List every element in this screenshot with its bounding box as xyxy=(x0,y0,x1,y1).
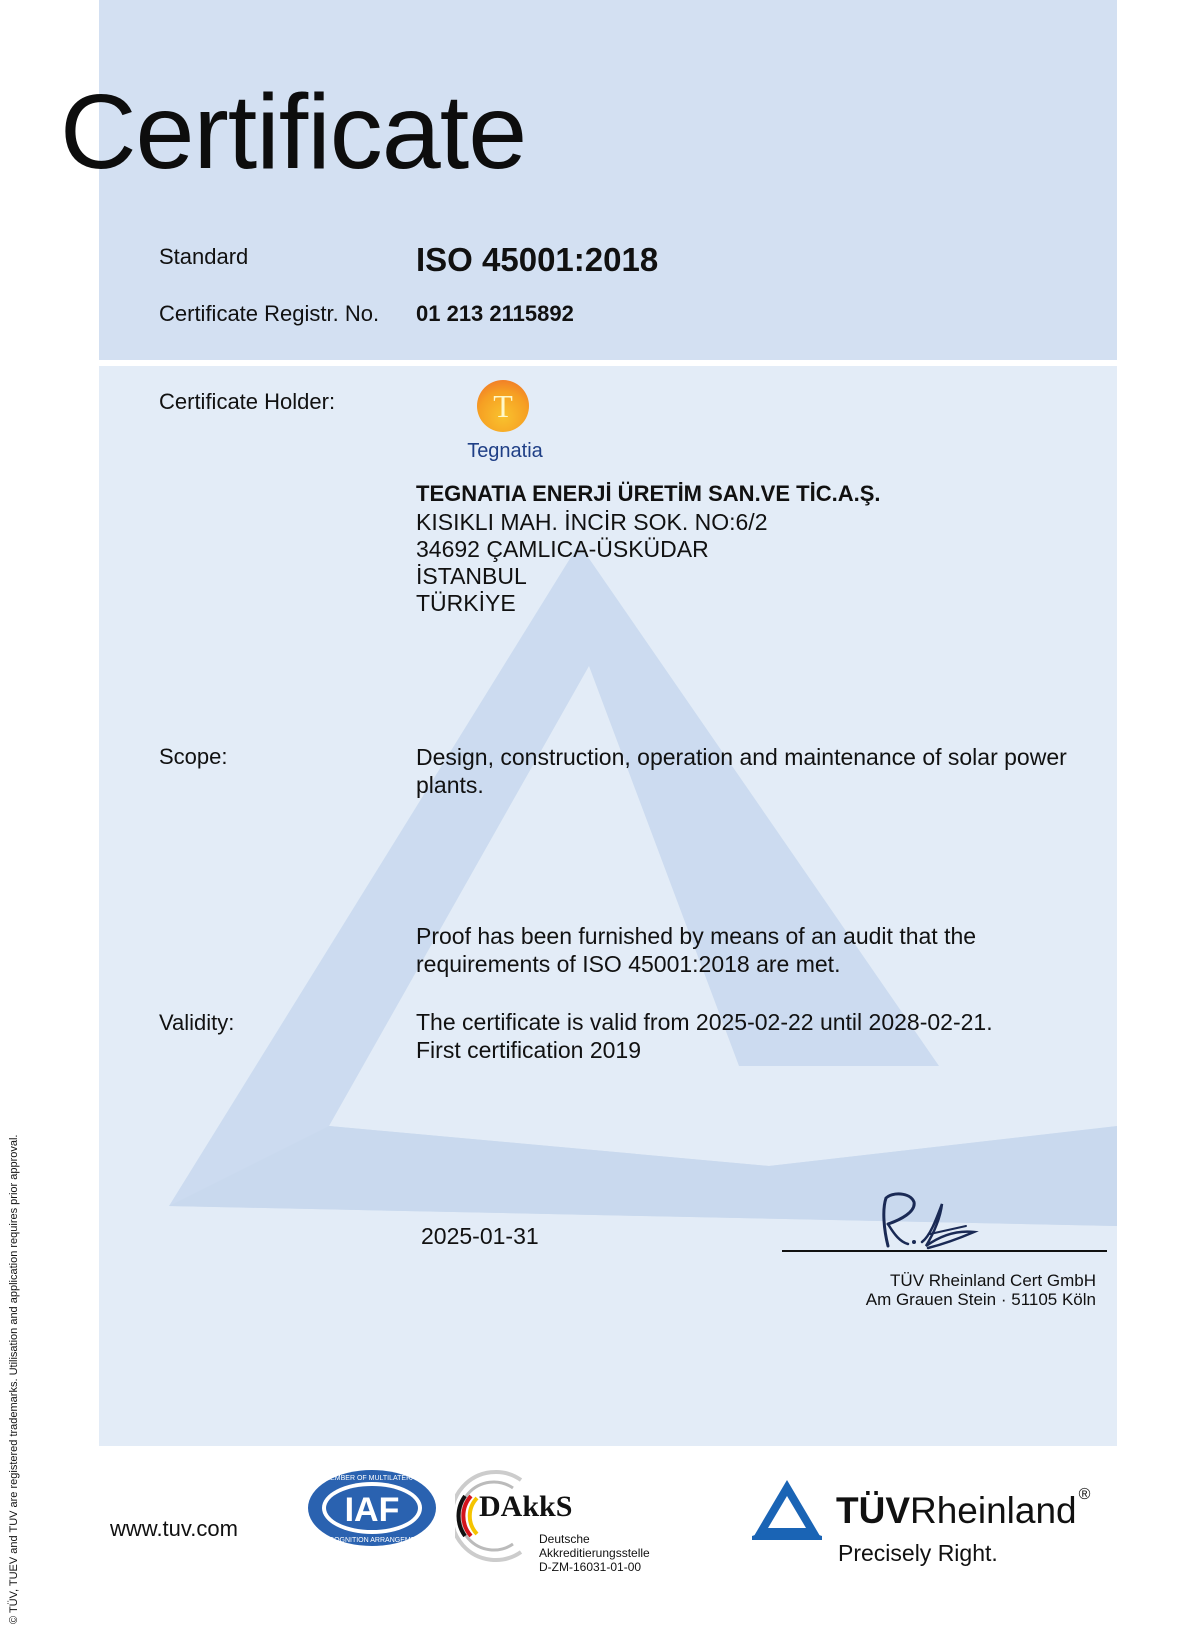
tuv-brand-bold: TÜV xyxy=(836,1490,910,1531)
iaf-text: IAF xyxy=(344,1491,400,1529)
logo-brand-name: Tegnatia xyxy=(467,440,543,462)
tuv-triangle-icon xyxy=(752,1478,822,1540)
dakks-name: DAkkS xyxy=(479,1490,573,1523)
iaf-logo-icon xyxy=(306,1468,438,1548)
issuer-address: Am Grauen Stein · 51105 Köln xyxy=(865,1290,1096,1309)
issue-date: 2025-01-31 xyxy=(421,1223,539,1249)
standard-value: ISO 45001:2018 xyxy=(416,241,659,278)
holder-address-line2: 34692 ÇAMLICA-ÜSKÜDAR xyxy=(416,536,709,562)
proof-line1: Proof has been furnished by means of an audit that the xyxy=(416,923,977,949)
certificate-title: Certificate xyxy=(60,73,527,191)
iaf-ring-top-text: MEMBER OF MULTILATERAL xyxy=(324,1475,420,1482)
scope-line1: Design, construction, operation and maintenance of solar power xyxy=(416,744,1067,770)
dakks-logo xyxy=(455,1466,675,1576)
website-link[interactable]: www.tuv.com xyxy=(110,1516,238,1541)
tuv-brand xyxy=(836,1486,1091,1532)
holder-label: Certificate Holder: xyxy=(159,389,336,414)
dakks-line1: Deutsche xyxy=(539,1532,590,1546)
registration-label: Certificate Registr. No. xyxy=(159,301,380,326)
scope-label: Scope: xyxy=(159,744,228,769)
issuer-name: TÜV Rheinland Cert GmbH xyxy=(890,1271,1096,1290)
registered-mark: ® xyxy=(1078,1486,1091,1503)
signature-icon xyxy=(870,1190,1020,1256)
standard-label: Standard xyxy=(159,244,249,269)
dakks-line2: Akkreditierungsstelle xyxy=(539,1546,650,1560)
holder-address-line1: KISIKLI MAH. İNCİR SOK. NO:6/2 xyxy=(416,509,768,535)
validity-label: Validity: xyxy=(159,1010,235,1035)
sun-icon xyxy=(477,380,529,432)
holder-city: İSTANBUL xyxy=(416,563,527,589)
signature-line xyxy=(782,1250,1107,1252)
validity-period: The certificate is valid from 2025-02-22 until 2028-02-21. xyxy=(416,1009,993,1035)
holder-country: TÜRKİYE xyxy=(416,590,516,616)
scope-line2: plants. xyxy=(416,772,484,798)
holder-logo xyxy=(455,380,555,470)
tuv-slogan: Precisely Right. xyxy=(838,1540,998,1566)
logo-letter: T xyxy=(493,388,513,424)
trademark-note: © TÜV, TUEV and TUV are registered trademarks. Utilisation and application requires prior approval. xyxy=(8,1134,20,1624)
registration-number: 01 213 2115892 xyxy=(416,301,574,326)
first-certification: First certification 2019 xyxy=(416,1037,641,1063)
iaf-ring-bottom-text: RECOGNITION ARRANGEMENT xyxy=(319,1537,425,1544)
proof-line2: requirements of ISO 45001:2018 are met. xyxy=(416,951,841,977)
dakks-accreditation-number: D-ZM-16031-01-00 xyxy=(539,1560,642,1574)
holder-name: TEGNATIA ENERJİ ÜRETİM SAN.VE TİC.A.Ş. xyxy=(416,481,881,506)
tuv-brand-light: Rheinland xyxy=(910,1490,1077,1531)
